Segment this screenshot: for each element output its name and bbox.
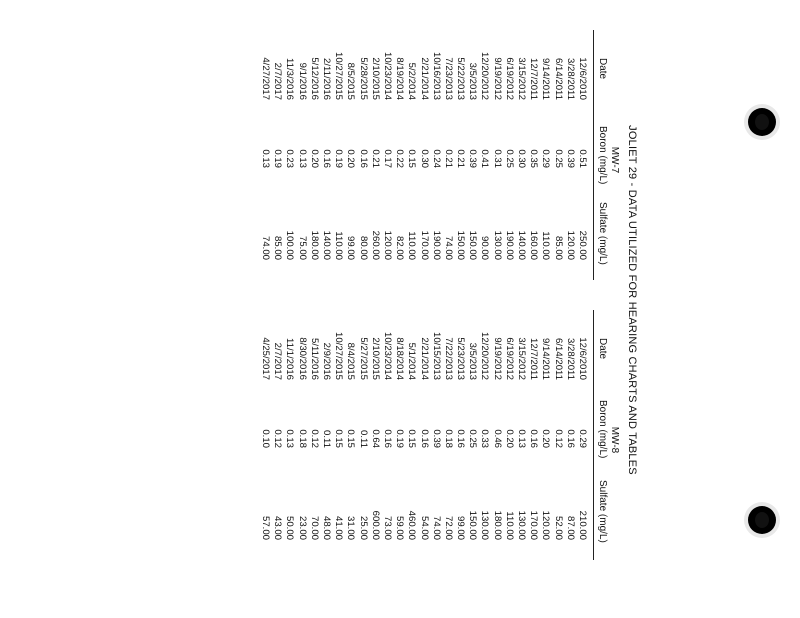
sulfate-cell: 110.00: [406, 231, 418, 260]
sulfate-cell: 120.00: [564, 230, 576, 260]
sulfate-cell: 90.00: [479, 235, 491, 260]
sulfate-cell: 74.00: [260, 235, 272, 260]
sulfate-cell: 100.00: [284, 230, 296, 260]
date-cell: 10/23/2014: [382, 331, 393, 380]
sulfate-cell: 190.00: [503, 230, 515, 260]
boron-cell: 0.10: [260, 429, 272, 448]
boron-cell: 0.12: [552, 429, 564, 448]
boron-cell: 0.18: [296, 429, 308, 448]
sulfate-cell: 130.00: [516, 510, 528, 540]
sulfate-cell: 23.00: [296, 515, 308, 540]
date-cell: 12/20/2012: [479, 51, 491, 100]
date-cell: 5/23/2013: [455, 337, 467, 380]
date-cell: 2/21/2014: [418, 57, 430, 100]
boron-cell: 0.23: [284, 149, 296, 168]
boron-cell: 0.15: [406, 429, 418, 448]
date-cell: 12/7/2011: [528, 58, 540, 100]
date-cell: 8/18/2014: [394, 337, 406, 380]
sulfate-cell: 160.00: [528, 230, 540, 260]
sulfate-cell: 85.00: [552, 235, 564, 260]
sulfate-cell: 460.00: [406, 510, 418, 540]
date-cell: 2/10/2015: [369, 337, 381, 380]
date-cell: 3/15/2012: [516, 337, 528, 380]
boron-cell: 0.31: [491, 149, 503, 168]
boron-cell: 0.12: [308, 429, 320, 448]
sulfate-cell: 70.00: [308, 515, 320, 540]
sulfate-cell: 250.00: [577, 230, 588, 260]
boron-cell: 0.21: [442, 149, 454, 168]
mw7-header-date: Date: [597, 58, 608, 80]
date-cell: 7/23/2013: [442, 57, 454, 100]
punch-hole-top: [748, 108, 776, 136]
boron-cell: 0.39: [430, 429, 442, 448]
boron-cell: 0.30: [418, 149, 430, 168]
date-cell: 12/6/2010: [577, 57, 588, 100]
date-cell: 2/11/2016: [321, 58, 333, 100]
date-cell: 3/5/2013: [467, 62, 479, 100]
date-cell: 5/28/2015: [357, 57, 369, 100]
date-cell: 3/28/2011: [564, 338, 576, 380]
boron-cell: 0.25: [467, 429, 479, 448]
boron-cell: 0.64: [369, 429, 381, 448]
boron-cell: 0.25: [552, 149, 564, 168]
date-cell: 5/22/2013: [455, 57, 467, 100]
date-cell: 12/20/2012: [479, 331, 491, 380]
date-cell: 5/11/2016: [308, 338, 320, 380]
sulfate-cell: 75.00: [296, 235, 308, 260]
boron-cell: 0.13: [260, 149, 272, 168]
sulfate-cell: 190.00: [430, 230, 442, 260]
boron-cell: 0.24: [430, 149, 442, 168]
date-cell: 9/19/2012: [491, 57, 503, 100]
sulfate-cell: 180.00: [491, 510, 503, 540]
boron-cell: 0.19: [272, 149, 284, 168]
date-cell: 2/21/2014: [418, 337, 430, 380]
boron-cell: 0.41: [479, 149, 491, 168]
date-cell: 11/1/2016: [284, 338, 296, 380]
boron-cell: 0.39: [564, 149, 576, 168]
date-cell: 9/14/2011: [540, 338, 552, 380]
mw8-header-date: Date: [597, 338, 608, 360]
date-cell: 5/1/2014: [406, 342, 418, 380]
date-cell: 12/6/2010: [577, 337, 588, 380]
sulfate-cell: 210.00: [577, 510, 588, 540]
boron-cell: 0.22: [394, 149, 406, 168]
boron-cell: 0.17: [382, 149, 393, 168]
boron-cell: 0.35: [528, 149, 540, 168]
date-cell: 9/1/2016: [296, 62, 308, 100]
sulfate-cell: 41.00: [333, 515, 345, 540]
mw7-header-rule: [593, 30, 594, 280]
boron-cell: 0.11: [357, 430, 369, 448]
date-cell: 8/5/2015: [345, 62, 357, 100]
date-cell: 10/16/2013: [430, 51, 442, 100]
date-cell: 7/22/2013: [442, 337, 454, 380]
sulfate-cell: 180.00: [308, 230, 320, 260]
sulfate-cell: 170.00: [528, 510, 540, 540]
boron-cell: 0.21: [455, 149, 467, 168]
mw8-header-rule: [593, 310, 594, 560]
boron-cell: 0.11: [321, 430, 333, 448]
date-cell: 10/27/2015: [333, 51, 345, 100]
date-cell: 6/14/2011: [552, 58, 564, 100]
date-cell: 5/27/2015: [357, 337, 369, 380]
punch-hole-bottom: [748, 506, 776, 534]
boron-cell: 0.29: [577, 429, 588, 448]
sulfate-cell: 48.00: [321, 515, 333, 540]
sulfate-cell: 150.00: [455, 230, 467, 260]
date-cell: 5/12/2016: [308, 57, 320, 100]
scanned-page: [40, 30, 640, 570]
mw7-header-sulfate: Sulfate (mg/L): [597, 202, 608, 265]
mw7-header-boron: Boron (mg/L): [597, 126, 608, 185]
sulfate-cell: 59.00: [394, 515, 406, 540]
date-cell: 10/23/2014: [382, 51, 393, 100]
sulfate-cell: 130.00: [479, 510, 491, 540]
sulfate-cell: 72.00: [442, 515, 454, 540]
boron-cell: 0.21: [369, 149, 381, 168]
date-cell: 5/2/2014: [406, 62, 418, 100]
sulfate-cell: 54.00: [418, 515, 430, 540]
sulfate-cell: 150.00: [467, 230, 479, 260]
sulfate-cell: 110.00: [503, 511, 515, 540]
date-cell: 10/27/2015: [333, 331, 345, 380]
boron-cell: 0.16: [418, 429, 430, 448]
date-cell: 6/19/2012: [503, 337, 515, 380]
sulfate-cell: 110.00: [540, 231, 552, 260]
boron-cell: 0.30: [516, 149, 528, 168]
sulfate-cell: 85.00: [272, 235, 284, 260]
sulfate-cell: 170.00: [418, 230, 430, 260]
sulfate-cell: 150.00: [467, 510, 479, 540]
sulfate-cell: 99.00: [455, 515, 467, 540]
sulfate-cell: 80.00: [357, 235, 369, 260]
date-cell: 11/3/2016: [284, 58, 296, 100]
sulfate-cell: 25.00: [357, 515, 369, 540]
boron-cell: 0.20: [503, 429, 515, 448]
page-title: JOLIET 29 - DATA UTILIZED FOR HEARING CHARTS AND TABLES: [626, 125, 638, 475]
date-cell: 9/19/2012: [491, 337, 503, 380]
boron-cell: 0.16: [321, 149, 333, 168]
sulfate-cell: 74.00: [442, 235, 454, 260]
sulfate-cell: 31.00: [345, 515, 357, 540]
sulfate-cell: 73.00: [382, 515, 393, 540]
sulfate-cell: 130.00: [491, 230, 503, 260]
boron-cell: 0.13: [284, 429, 296, 448]
date-cell: 12/7/2011: [528, 338, 540, 380]
boron-cell: 0.13: [296, 149, 308, 168]
boron-cell: 0.16: [382, 429, 393, 448]
sulfate-cell: 260.00: [369, 230, 381, 260]
boron-cell: 0.15: [345, 429, 357, 448]
boron-cell: 0.51: [577, 149, 588, 168]
sulfate-cell: 99.00: [345, 235, 357, 260]
boron-cell: 0.16: [564, 429, 576, 448]
sulfate-cell: 140.00: [321, 230, 333, 260]
sulfate-cell: 57.00: [260, 515, 272, 540]
date-cell: 3/15/2012: [516, 57, 528, 100]
date-cell: 6/14/2011: [552, 338, 564, 380]
date-cell: 4/27/2017: [260, 57, 272, 100]
boron-cell: 0.15: [406, 149, 418, 168]
date-cell: 6/19/2012: [503, 57, 515, 100]
date-cell: 2/7/2017: [272, 342, 284, 380]
sulfate-cell: 110.00: [333, 231, 345, 260]
date-cell: 8/4/2015: [345, 342, 357, 380]
sulfate-cell: 52.00: [552, 515, 564, 540]
boron-cell: 0.18: [442, 429, 454, 448]
boron-cell: 0.16: [455, 429, 467, 448]
date-cell: 2/9/2016: [321, 342, 333, 380]
date-cell: 8/30/2016: [296, 337, 308, 380]
sulfate-cell: 74.00: [430, 515, 442, 540]
date-cell: 9/14/2011: [540, 58, 552, 100]
date-cell: 3/5/2013: [467, 342, 479, 380]
date-cell: 8/19/2014: [394, 57, 406, 100]
boron-cell: 0.13: [516, 429, 528, 448]
sulfate-cell: 82.00: [394, 235, 406, 260]
boron-cell: 0.25: [503, 149, 515, 168]
boron-cell: 0.12: [272, 429, 284, 448]
sulfate-cell: 87.00: [564, 515, 576, 540]
boron-cell: 0.19: [394, 429, 406, 448]
boron-cell: 0.19: [333, 149, 345, 168]
date-cell: 4/25/2017: [260, 337, 272, 380]
boron-cell: 0.46: [491, 429, 503, 448]
sulfate-cell: 600.00: [369, 510, 381, 540]
mw8-label: MW-8: [609, 426, 620, 454]
date-cell: 3/28/2011: [564, 58, 576, 100]
sulfate-cell: 43.00: [272, 515, 284, 540]
sulfate-cell: 140.00: [516, 230, 528, 260]
sulfate-cell: 120.00: [382, 230, 393, 260]
boron-cell: 0.20: [540, 429, 552, 448]
mw7-label: MW-7: [609, 146, 620, 174]
mw8-header-sulfate: Sulfate (mg/L): [597, 480, 608, 543]
date-cell: 10/15/2013: [430, 331, 442, 380]
boron-cell: 0.33: [479, 429, 491, 448]
date-cell: 2/10/2015: [369, 57, 381, 100]
boron-cell: 0.39: [467, 149, 479, 168]
boron-cell: 0.20: [345, 149, 357, 168]
mw8-header-boron: Boron (mg/L): [597, 400, 608, 459]
boron-cell: 0.16: [528, 429, 540, 448]
boron-cell: 0.20: [308, 149, 320, 168]
boron-cell: 0.29: [540, 149, 552, 168]
date-cell: 2/7/2017: [272, 62, 284, 100]
sulfate-cell: 120.00: [540, 510, 552, 540]
boron-cell: 0.16: [357, 149, 369, 168]
sulfate-cell: 50.00: [284, 515, 296, 540]
boron-cell: 0.15: [333, 429, 345, 448]
